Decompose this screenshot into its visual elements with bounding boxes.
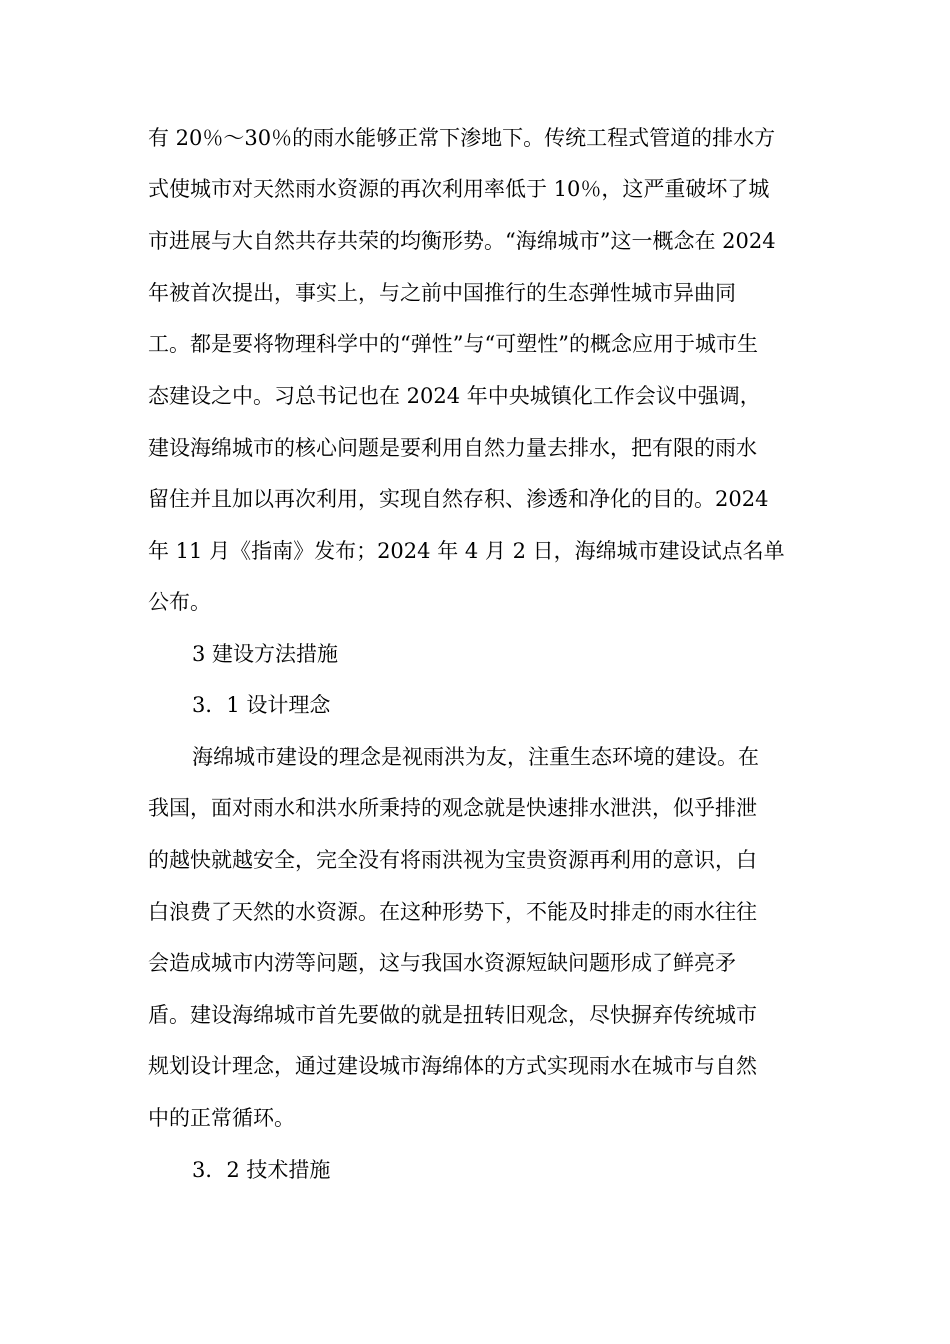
paragraph-line: 年被首次提出，事实上，与之前中国推行的生态弹性城市异曲同 <box>148 281 736 305</box>
paragraph-line: 海绵城市建设的理念是视雨洪为友，注重生态环境的建设。在 <box>192 745 759 769</box>
paragraph-line: 式使城市对天然雨水资源的再次利用率低于 10％，这严重破坏了城 <box>148 177 770 201</box>
paragraph-line: 中的正常循环。 <box>148 1106 295 1130</box>
paragraph-line: 会造成城市内涝等问题，这与我国水资源短缺问题形成了鲜亮矛 <box>148 951 736 975</box>
paragraph-line: 我国，面对雨水和洪水所秉持的观念就是快速排水泄洪，似乎排泄 <box>148 796 757 820</box>
section-heading: 3 建设方法措施 <box>192 642 339 666</box>
paragraph-line: 规划设计理念，通过建设城市海绵体的方式实现雨水在城市与自然 <box>148 1054 757 1078</box>
subsection-heading: 3．1 设计理念 <box>192 693 331 717</box>
paragraph-line: 的越快就越安全，完全没有将雨洪视为宝贵资源再利用的意识，白 <box>148 848 757 872</box>
paragraph-line: 工。都是要将物理科学中的“弹性”与“可塑性”的概念应用于城市生 <box>148 332 758 356</box>
paragraph-line: 年 11 月《指南》发布；2024 年 4 月 2 日，海绵城市建设试点名单 <box>148 539 785 563</box>
paragraph-line: 留住并且加以再次利用，实现自然存积、渗透和净化的目的。2024 <box>148 487 769 511</box>
paragraph-line: 市进展与大自然共存共荣的均衡形势。“海绵城市”这一概念在 2024 <box>148 229 776 253</box>
paragraph-line: 盾。建设海绵城市首先要做的就是扭转旧观念，尽快摒弃传统城市 <box>148 1003 757 1027</box>
paragraph-line: 白浪费了天然的水资源。在这种形势下，不能及时排走的雨水往往 <box>148 900 757 924</box>
paragraph-line: 有 20％～30％的雨水能够正常下渗地下。传统工程式管道的排水方 <box>148 126 776 150</box>
paragraph-line: 建设海绵城市的核心问题是要利用自然力量去排水，把有限的雨水 <box>148 436 757 460</box>
paragraph-line: 公布。 <box>148 590 211 614</box>
paragraph-line: 态建设之中。习总书记也在 2024 年中央城镇化工作会议中强调， <box>148 384 761 408</box>
subsection-heading: 3．2 技术措施 <box>192 1158 331 1182</box>
